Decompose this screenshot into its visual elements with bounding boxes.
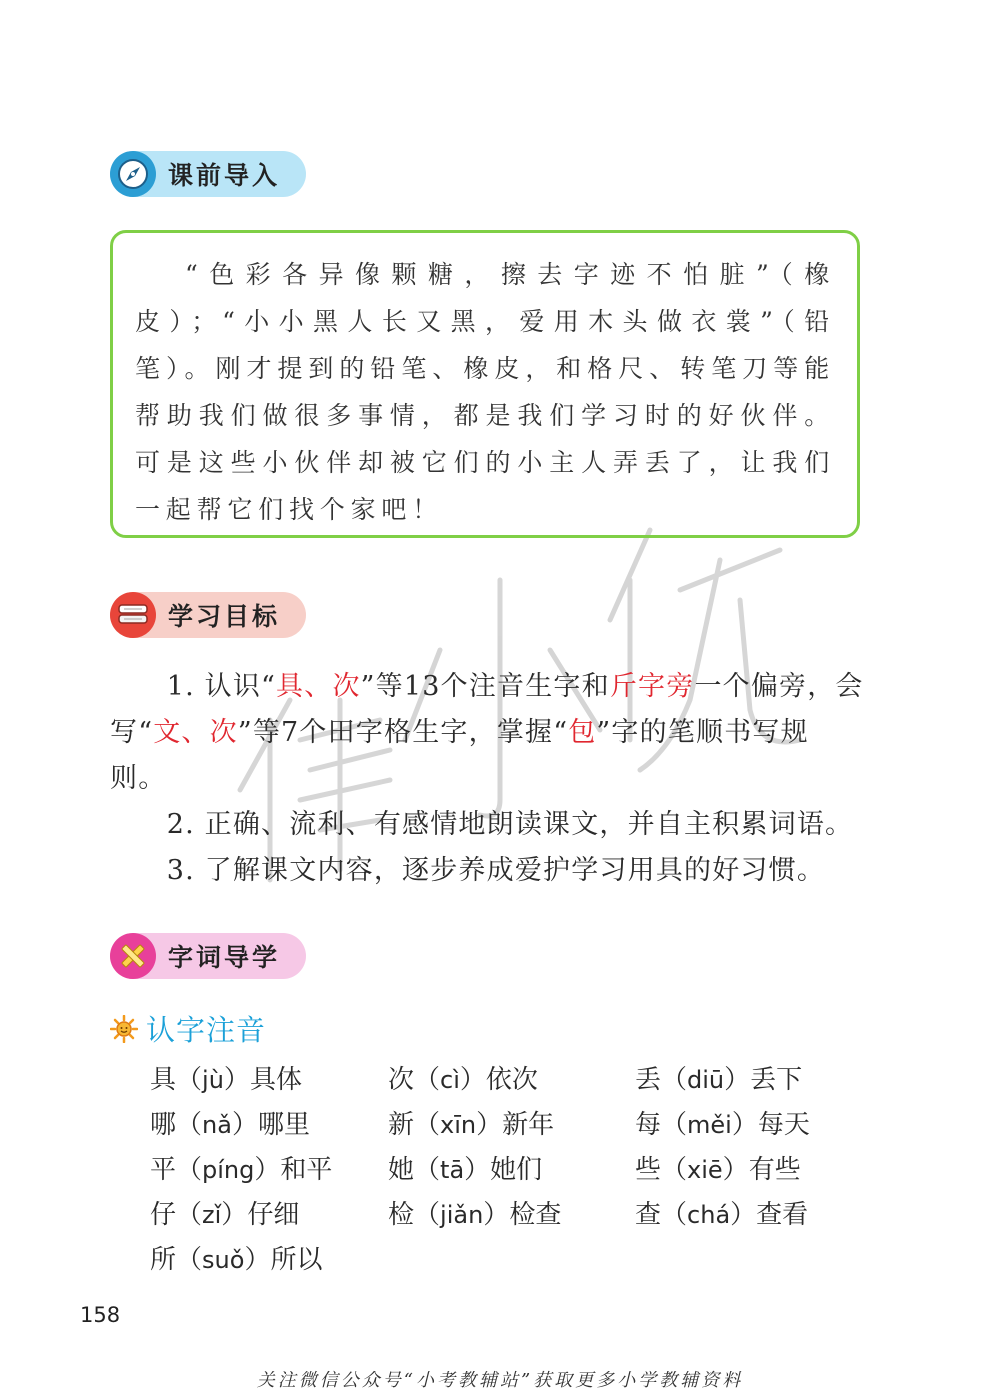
pencil-ruler-icon (110, 933, 156, 979)
character: 仔 (150, 1200, 177, 1230)
character: 查 (635, 1200, 662, 1230)
section-header-vocab (110, 933, 306, 979)
pinyin: nǎ (202, 1111, 232, 1139)
section-title: 学习目标 (168, 602, 281, 631)
pinyin: tā (440, 1156, 465, 1184)
pinyin: měi (687, 1111, 732, 1139)
highlight-text: 文、次 (153, 717, 238, 748)
goal-text: ”等7个田字格生字，掌握“ (237, 717, 569, 748)
character-entry: 新（xīn）新年 (388, 1110, 555, 1140)
character-entry: 平（píng）和平 (150, 1155, 333, 1185)
goal-text: ”等13个注音生字和 (360, 671, 610, 702)
character-entry: 丢（diū）丢下 (635, 1065, 803, 1095)
pinyin: jù (202, 1066, 224, 1094)
character-entry: 她（tā）她们 (388, 1155, 543, 1185)
pinyin: chá (687, 1201, 731, 1229)
character-entry: 每（měi）每天 (635, 1110, 810, 1140)
word: 每天 (757, 1110, 810, 1140)
character-entry: 检（jiǎn）检查 (388, 1200, 562, 1230)
goal-text: 1. 认识“ (166, 671, 277, 702)
character-entry: 所（suǒ）所以 (150, 1245, 323, 1275)
intro-box (110, 230, 860, 538)
word: 仔细 (247, 1200, 300, 1230)
character: 次 (388, 1065, 415, 1095)
character: 新 (388, 1110, 415, 1140)
character: 哪 (150, 1110, 177, 1140)
page-number: 158 (80, 1303, 121, 1327)
word: 有些 (748, 1155, 801, 1185)
character: 丢 (635, 1065, 662, 1095)
word: 哪里 (257, 1110, 310, 1140)
pinyin: suǒ (202, 1246, 245, 1274)
word: 检查 (509, 1200, 562, 1230)
section-title: 字词导学 (168, 943, 281, 972)
character: 检 (388, 1200, 415, 1230)
word: 和平 (280, 1155, 333, 1185)
character: 她 (388, 1155, 415, 1185)
pinyin: xiē (687, 1156, 723, 1184)
highlight-text: 具、次 (276, 671, 361, 702)
word: 依次 (485, 1065, 538, 1095)
highlight-text: 包 (568, 717, 597, 748)
footer-note: 关注微信公众号“小考教辅站”获取更多小学教辅资料 (256, 1370, 744, 1391)
word: 她们 (490, 1155, 543, 1185)
character-entry: 具（jù）具体 (150, 1065, 302, 1095)
pinyin: píng (202, 1156, 255, 1184)
section-title: 课前导入 (168, 161, 281, 190)
pinyin: cì (440, 1066, 460, 1094)
goal-item-2: 2. 正确、流利、有感情地朗读课文，并自主积累词语。 (166, 809, 854, 840)
pinyin: diū (687, 1066, 725, 1094)
character-entry: 仔（zǐ）仔细 (150, 1200, 300, 1230)
goal-text: 一个偏旁，会写“ (110, 671, 864, 748)
sub-heading-label: 认字注音 (146, 1013, 267, 1047)
character-entry: 哪（nǎ）哪里 (150, 1110, 310, 1140)
goal-text: ”字的笔顺书写规则。 (110, 717, 809, 794)
highlight-text: 斤字旁 (609, 671, 695, 702)
section-header-goals (110, 592, 306, 638)
intro-paragraph: “色彩各异像颗糖，擦去字迹不怕脏”（橡皮）；“小小黑人长又黑，爱用木头做衣裳”（铅笔）。刚才提到的铅笔、橡皮，和格尺、转笔刀等能帮助我们做很多事情，都是我们学习时的好伙伴。可是这些小伙伴却被它们的小主人弄丢了，让我们一起帮它们找个家吧！ (135, 260, 835, 524)
character-entry: 些（xiē）有些 (635, 1155, 801, 1185)
word: 丢下 (750, 1065, 803, 1095)
character-entry: 查（chá）查看 (635, 1200, 809, 1230)
goal-item-3: 3. 了解课文内容，逐步养成爱护学习用具的好习惯。 (166, 855, 826, 886)
character: 些 (635, 1155, 662, 1185)
learning-goals (110, 664, 865, 894)
word: 具体 (249, 1065, 302, 1095)
pinyin: zǐ (202, 1201, 222, 1229)
word: 新年 (502, 1110, 555, 1140)
character-entry: 次（cì）依次 (388, 1065, 538, 1095)
section-header-intro (110, 151, 306, 197)
goal-item-1 (110, 664, 865, 802)
word: 查看 (756, 1200, 809, 1230)
word: 所以 (270, 1245, 323, 1275)
character: 平 (150, 1155, 177, 1185)
compass-icon (110, 151, 156, 197)
character: 具 (150, 1065, 177, 1095)
sub-heading (110, 1008, 266, 1049)
pinyin: xīn (440, 1111, 477, 1139)
character: 所 (150, 1245, 177, 1275)
sun-icon (110, 1015, 138, 1043)
character: 每 (635, 1110, 662, 1140)
pinyin: jiǎn (440, 1201, 484, 1229)
books-icon (110, 592, 156, 638)
